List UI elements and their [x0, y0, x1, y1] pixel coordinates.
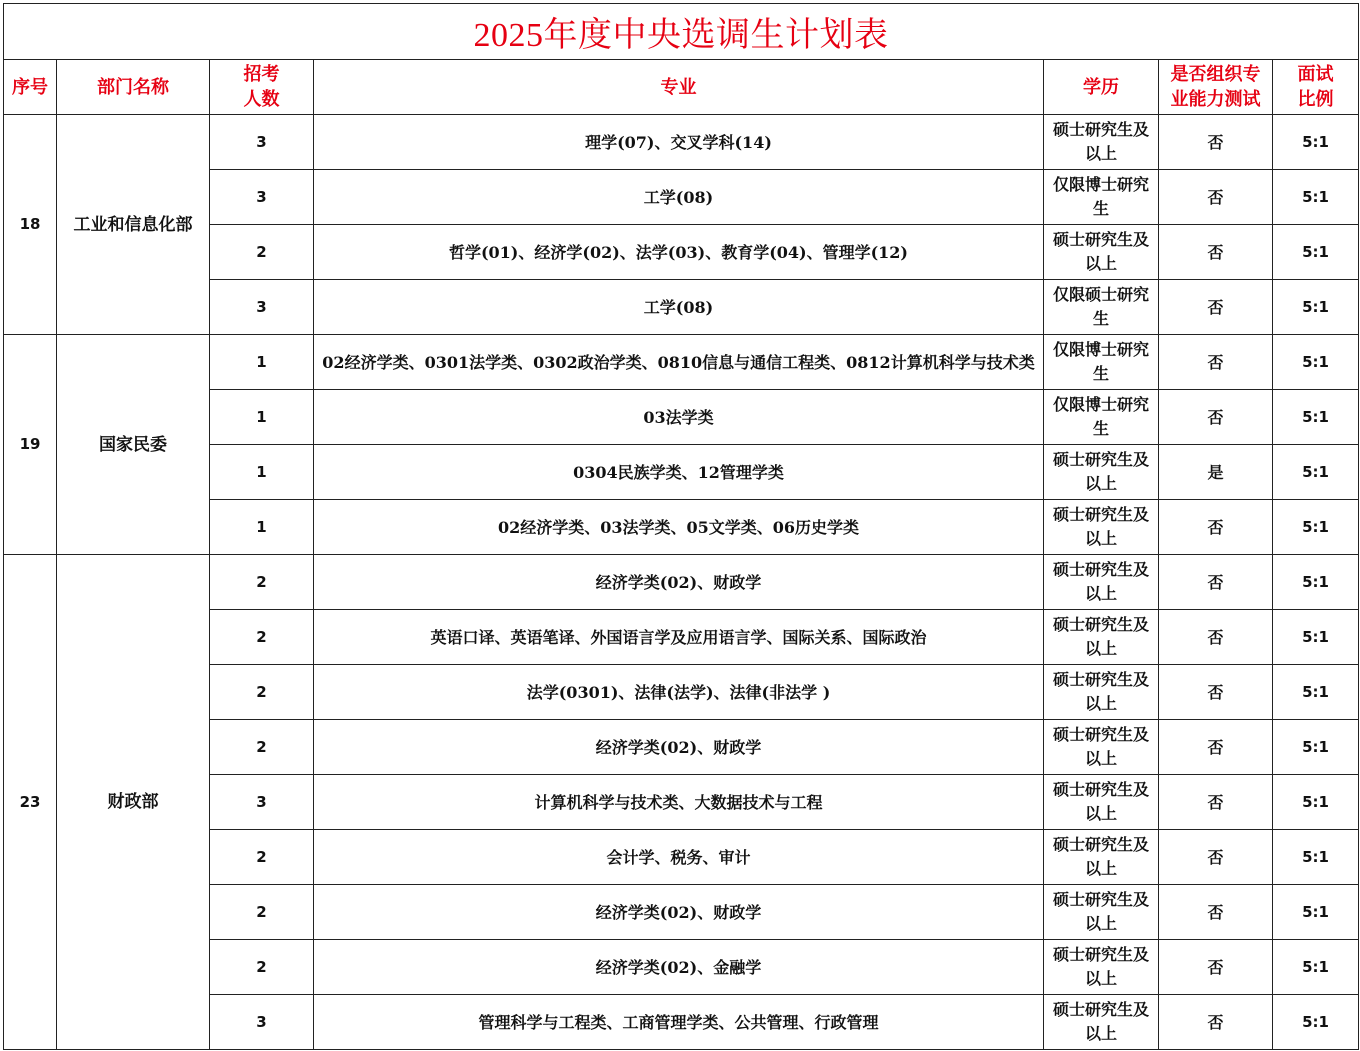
cell-ratio: 5:1 — [1273, 115, 1359, 170]
cell-ratio: 5:1 — [1273, 225, 1359, 280]
cell-ratio: 5:1 — [1273, 170, 1359, 225]
cell-test: 否 — [1159, 115, 1273, 170]
cell-count: 2 — [210, 555, 314, 610]
cell-degree: 硕士研究生及以上 — [1044, 995, 1159, 1050]
cell-degree: 硕士研究生及以上 — [1044, 775, 1159, 830]
cell-degree: 硕士研究生及以上 — [1044, 830, 1159, 885]
cell-degree: 硕士研究生及以上 — [1044, 445, 1159, 500]
cell-count: 1 — [210, 335, 314, 390]
cell-ratio: 5:1 — [1273, 280, 1359, 335]
plan-table — [3, 3, 1359, 1050]
cell-test: 否 — [1159, 665, 1273, 720]
cell-major: 会计学、税务、审计 — [314, 830, 1044, 885]
cell-count: 2 — [210, 665, 314, 720]
page-title: 2025年度中央选调生计划表 — [4, 4, 1359, 60]
cell-test: 否 — [1159, 885, 1273, 940]
cell-major: 经济学类(02)、金融学 — [314, 940, 1044, 995]
cell-degree: 硕士研究生及以上 — [1044, 885, 1159, 940]
cell-seq: 19 — [4, 335, 57, 555]
cell-ratio: 5:1 — [1273, 775, 1359, 830]
cell-dept: 财政部 — [57, 555, 210, 1050]
header-dept: 部门名称 — [57, 60, 210, 115]
cell-degree: 硕士研究生及以上 — [1044, 115, 1159, 170]
cell-degree: 硕士研究生及以上 — [1044, 555, 1159, 610]
cell-ratio: 5:1 — [1273, 555, 1359, 610]
cell-count: 3 — [210, 995, 314, 1050]
cell-count: 2 — [210, 610, 314, 665]
cell-major: 03法学类 — [314, 390, 1044, 445]
cell-major: 计算机科学与技术类、大数据技术与工程 — [314, 775, 1044, 830]
cell-test: 否 — [1159, 610, 1273, 665]
cell-count: 2 — [210, 225, 314, 280]
cell-count: 2 — [210, 720, 314, 775]
header-major: 专业 — [314, 60, 1044, 115]
cell-major: 02经济学类、0301法学类、0302政治学类、0810信息与通信工程类、0812计算机科学与技术类 — [314, 335, 1044, 390]
cell-major: 英语口译、英语笔译、外国语言学及应用语言学、国际关系、国际政治 — [314, 610, 1044, 665]
cell-degree: 硕士研究生及以上 — [1044, 500, 1159, 555]
cell-major: 经济学类(02)、财政学 — [314, 885, 1044, 940]
cell-ratio: 5:1 — [1273, 940, 1359, 995]
cell-test: 否 — [1159, 995, 1273, 1050]
cell-degree: 硕士研究生及以上 — [1044, 665, 1159, 720]
cell-test: 否 — [1159, 830, 1273, 885]
cell-degree: 硕士研究生及以上 — [1044, 720, 1159, 775]
table-row — [4, 555, 1359, 610]
cell-count: 3 — [210, 170, 314, 225]
cell-test: 否 — [1159, 225, 1273, 280]
cell-ratio: 5:1 — [1273, 335, 1359, 390]
cell-test: 否 — [1159, 170, 1273, 225]
cell-ratio: 5:1 — [1273, 720, 1359, 775]
cell-ratio: 5:1 — [1273, 665, 1359, 720]
cell-major: 经济学类(02)、财政学 — [314, 720, 1044, 775]
cell-major: 02经济学类、03法学类、05文学类、06历史学类 — [314, 500, 1044, 555]
header-degree: 学历 — [1044, 60, 1159, 115]
cell-test: 否 — [1159, 940, 1273, 995]
cell-count: 3 — [210, 775, 314, 830]
header-ratio: 面试比例 — [1273, 60, 1359, 115]
cell-major: 理学(07)、交叉学科(14) — [314, 115, 1044, 170]
cell-test: 否 — [1159, 500, 1273, 555]
table-row — [4, 115, 1359, 170]
cell-test: 否 — [1159, 335, 1273, 390]
cell-ratio: 5:1 — [1273, 390, 1359, 445]
header-row — [4, 60, 1359, 115]
cell-major: 法学(0301)、法律(法学)、法律(非法学 ) — [314, 665, 1044, 720]
cell-count: 2 — [210, 940, 314, 995]
cell-ratio: 5:1 — [1273, 885, 1359, 940]
cell-count: 3 — [210, 280, 314, 335]
cell-test: 否 — [1159, 775, 1273, 830]
header-count: 招考人数 — [210, 60, 314, 115]
cell-major: 0304民族学类、12管理学类 — [314, 445, 1044, 500]
cell-count: 1 — [210, 500, 314, 555]
cell-degree: 硕士研究生及以上 — [1044, 610, 1159, 665]
cell-degree: 仅限博士研究生 — [1044, 335, 1159, 390]
cell-dept: 工业和信息化部 — [57, 115, 210, 335]
cell-degree: 仅限博士研究生 — [1044, 170, 1159, 225]
header-seq: 序号 — [4, 60, 57, 115]
cell-count: 1 — [210, 445, 314, 500]
cell-test: 否 — [1159, 390, 1273, 445]
cell-count: 2 — [210, 830, 314, 885]
cell-major: 哲学(01)、经济学(02)、法学(03)、教育学(04)、管理学(12) — [314, 225, 1044, 280]
cell-ratio: 5:1 — [1273, 995, 1359, 1050]
cell-major: 经济学类(02)、财政学 — [314, 555, 1044, 610]
cell-ratio: 5:1 — [1273, 830, 1359, 885]
cell-degree: 仅限硕士研究生 — [1044, 280, 1159, 335]
cell-test: 否 — [1159, 280, 1273, 335]
table-row — [4, 335, 1359, 390]
cell-ratio: 5:1 — [1273, 445, 1359, 500]
cell-degree: 仅限博士研究生 — [1044, 390, 1159, 445]
cell-count: 1 — [210, 390, 314, 445]
cell-degree: 硕士研究生及以上 — [1044, 225, 1159, 280]
cell-ratio: 5:1 — [1273, 500, 1359, 555]
cell-degree: 硕士研究生及以上 — [1044, 940, 1159, 995]
cell-count: 2 — [210, 885, 314, 940]
cell-major: 工学(08) — [314, 170, 1044, 225]
cell-test: 否 — [1159, 555, 1273, 610]
cell-major: 管理科学与工程类、工商管理学类、公共管理、行政管理 — [314, 995, 1044, 1050]
cell-test: 是 — [1159, 445, 1273, 500]
cell-count: 3 — [210, 115, 314, 170]
header-test: 是否组织专业能力测试 — [1159, 60, 1273, 115]
cell-test: 否 — [1159, 720, 1273, 775]
cell-ratio: 5:1 — [1273, 610, 1359, 665]
cell-major: 工学(08) — [314, 280, 1044, 335]
cell-seq: 18 — [4, 115, 57, 335]
cell-seq: 23 — [4, 555, 57, 1050]
cell-dept: 国家民委 — [57, 335, 210, 555]
